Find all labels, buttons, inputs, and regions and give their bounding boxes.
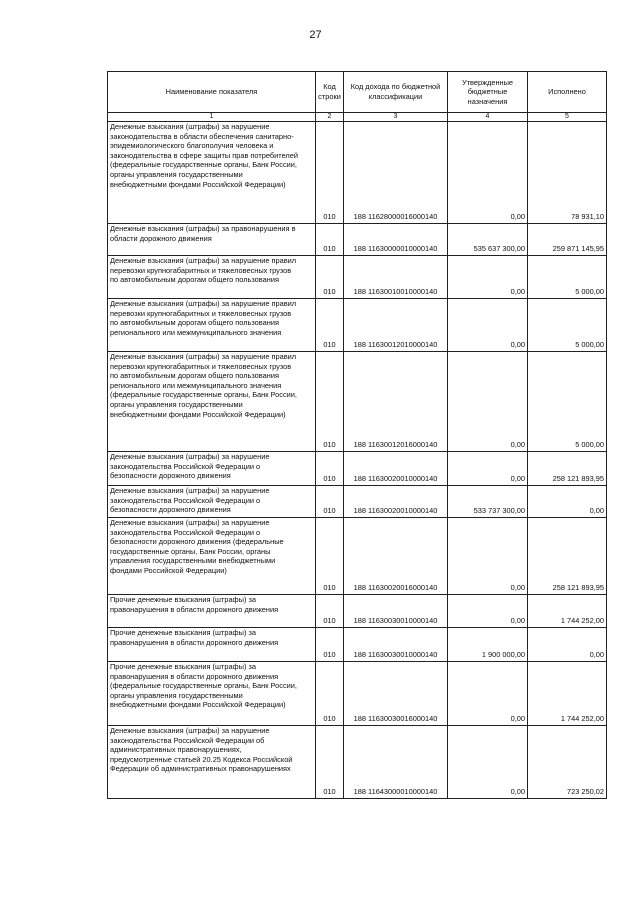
- executed-amount: 258 121 893,95: [528, 518, 607, 595]
- executed-amount: 5 000,00: [528, 352, 607, 452]
- indicator-name: Денежные взыскания (штрафы) за нарушение законодательства Российской Федерации об административных правонарушениях, предусмотренные статьей 20.25 Кодекса Российской Федерации об административных правонарушениях: [108, 726, 316, 799]
- header-approved: Утвержденные бюджетные назначения: [448, 72, 528, 113]
- income-code: 188 11628000016000140: [344, 122, 448, 224]
- approved-amount: 533 737 300,00: [448, 486, 528, 518]
- approved-amount: 0,00: [448, 452, 528, 486]
- approved-amount: 0,00: [448, 299, 528, 352]
- indicator-name: Денежные взыскания (штрафы) за правонарушения в области дорожного движения: [108, 224, 316, 256]
- header-executed: Исполнено: [528, 72, 607, 113]
- line-code: 010: [316, 452, 344, 486]
- approved-amount: 535 637 300,00: [448, 224, 528, 256]
- column-number-row: [108, 113, 607, 122]
- approved-amount: 0,00: [448, 352, 528, 452]
- page-number: 27: [309, 29, 322, 41]
- income-code: 188 11630020010000140: [344, 452, 448, 486]
- table-row: [108, 628, 607, 662]
- header-name: Наименование показателя: [108, 72, 316, 113]
- income-code: 188 11630030016000140: [344, 662, 448, 726]
- table-row: [108, 256, 607, 299]
- approved-amount: 0,00: [448, 726, 528, 799]
- approved-amount: 0,00: [448, 518, 528, 595]
- line-code: 010: [316, 224, 344, 256]
- executed-amount: 258 121 893,95: [528, 452, 607, 486]
- indicator-name: Денежные взыскания (штрафы) за нарушение законодательства в области обеспечения санитарно- эпидемиологического благополучия человека и законодательства в сфере защиты прав потребителей (федеральные государственные органы, Банк России, органы управления государственными внебюджетными фондами Российской Федерации): [108, 122, 316, 224]
- income-code: 188 11630020016000140: [344, 518, 448, 595]
- revenue-table: [107, 71, 607, 799]
- table-row: [108, 662, 607, 726]
- executed-amount: 1 744 252,00: [528, 595, 607, 628]
- executed-amount: 1 744 252,00: [528, 662, 607, 726]
- table-row: [108, 122, 607, 224]
- header-row: [108, 72, 607, 113]
- table-row: [108, 486, 607, 518]
- approved-amount: 0,00: [448, 256, 528, 299]
- indicator-name: Денежные взыскания (штрафы) за нарушение законодательства Российской Федерации о безопасности дорожного движения: [108, 452, 316, 486]
- income-code: 188 11630020010000140: [344, 486, 448, 518]
- executed-amount: 0,00: [528, 628, 607, 662]
- line-code: 010: [316, 628, 344, 662]
- line-code: 010: [316, 486, 344, 518]
- line-code: 010: [316, 299, 344, 352]
- income-code: 188 11630010010000140: [344, 256, 448, 299]
- income-code: 188 11630030010000140: [344, 628, 448, 662]
- column-number: 3: [344, 113, 448, 122]
- header-income-code: Код дохода по бюджетной классификации: [344, 72, 448, 113]
- line-code: 010: [316, 122, 344, 224]
- approved-amount: 0,00: [448, 662, 528, 726]
- table-row: [108, 595, 607, 628]
- line-code: 010: [316, 662, 344, 726]
- executed-amount: 723 250,02: [528, 726, 607, 799]
- indicator-name: Прочие денежные взыскания (штрафы) за правонарушения в области дорожного движения: [108, 595, 316, 628]
- income-code: 188 11630012016000140: [344, 352, 448, 452]
- income-code: 188 11630000010000140: [344, 224, 448, 256]
- header-line-code: Код строки: [316, 72, 344, 113]
- executed-amount: 259 871 145,95: [528, 224, 607, 256]
- approved-amount: 0,00: [448, 122, 528, 224]
- income-code: 188 11630030010000140: [344, 595, 448, 628]
- table-row: [108, 452, 607, 486]
- line-code: 010: [316, 256, 344, 299]
- column-number: 2: [316, 113, 344, 122]
- indicator-name: Денежные взыскания (штрафы) за нарушение законодательства Российской Федерации о безопасности дорожного движения (федеральные государственные органы, Банк России, органы управления государственными внебюджетными фондами Российской Федерации): [108, 518, 316, 595]
- column-number: 5: [528, 113, 607, 122]
- table-row: [108, 518, 607, 595]
- indicator-name: Денежные взыскания (штрафы) за нарушение правил перевозки крупногабаритных и тяжеловесных грузов по автомобильным дорогам общего пользования регионального или межмуниципального значения: [108, 299, 316, 352]
- table-body: [108, 122, 607, 799]
- line-code: 010: [316, 518, 344, 595]
- executed-amount: 5 000,00: [528, 256, 607, 299]
- column-number: 4: [448, 113, 528, 122]
- income-code: 188 11643000010000140: [344, 726, 448, 799]
- indicator-name: Прочие денежные взыскания (штрафы) за правонарушения в области дорожного движения: [108, 628, 316, 662]
- executed-amount: 5 000,00: [528, 299, 607, 352]
- executed-amount: 0,00: [528, 486, 607, 518]
- indicator-name: Прочие денежные взыскания (штрафы) за правонарушения в области дорожного движения (федеральные государственные органы, Банк России, органы управления государственными внебюджетными фондами Российской Федерации): [108, 662, 316, 726]
- indicator-name: Денежные взыскания (штрафы) за нарушение правил перевозки крупногабаритных и тяжеловесных грузов по автомобильным дорогам общего пользования регионального или межмуниципального значения (федеральные государственные органы, Банк России, органы управления государственными внебюджетными фондами Российской Федерации): [108, 352, 316, 452]
- indicator-name: Денежные взыскания (штрафы) за нарушение правил перевозки крупногабаритных и тяжеловесных грузов по автомобильным дорогам общего пользования: [108, 256, 316, 299]
- table-row: [108, 224, 607, 256]
- indicator-name: Денежные взыскания (штрафы) за нарушение законодательства Российской Федерации о безопасности дорожного движения: [108, 486, 316, 518]
- line-code: 010: [316, 726, 344, 799]
- approved-amount: 1 900 000,00: [448, 628, 528, 662]
- income-code: 188 11630012010000140: [344, 299, 448, 352]
- table-row: [108, 726, 607, 799]
- line-code: 010: [316, 352, 344, 452]
- table-row: [108, 299, 607, 352]
- table-row: [108, 352, 607, 452]
- approved-amount: 0,00: [448, 595, 528, 628]
- executed-amount: 78 931,10: [528, 122, 607, 224]
- column-number: 1: [108, 113, 316, 122]
- line-code: 010: [316, 595, 344, 628]
